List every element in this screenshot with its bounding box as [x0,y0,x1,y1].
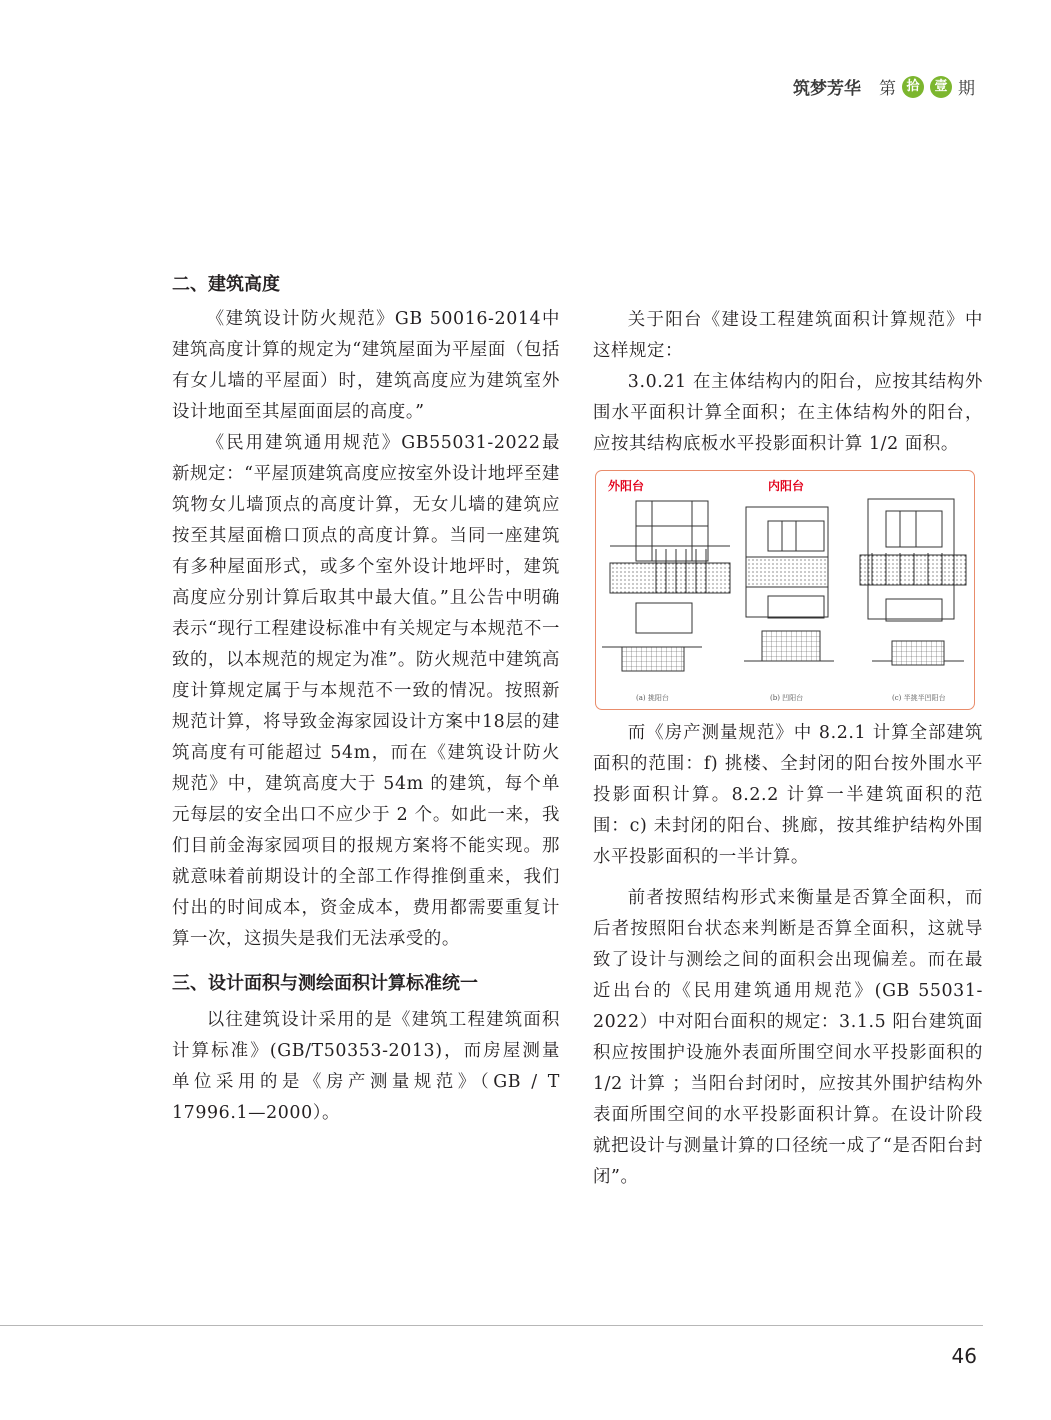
figure-label-inner-balcony: 内阳台 [768,479,805,493]
balcony-a-sketch [602,501,730,671]
paragraph: 《建筑设计防火规范》GB 50016-2014中建筑高度计算的规定为“建筑屋面为平屋面（包括有女儿墙的平屋面）时，建筑高度应为建筑室外设计地面至其屋面面层的高度。” [172,309,560,422]
section-heading-area-standard: 三、设计面积与测绘面积计算标准统一 [172,973,478,994]
paragraph: 前者按照结构形式来衡量是否算全面积，而后者按照阳台状态来判断是否算全面积，这就导致了设计与测绘之间的面积会出现偏差。而在最近出台的《民用建筑通用规范》(GB 55031-2022）中对阳台面积的规定：3.1.5 阳台建筑面积应按围护设施外表面所围空间水平投影面积的 1/2 计算 ；当阳台封闭时，应按其外围护结构外表面所围空间的水平投影面积计算。在设计阶段就把设计与测量计算的口径统一成了“是否阳台封闭”。 [593,888,983,1187]
paragraph: 关于阳台《建设工程建筑面积计算规范》中这样规定： [593,310,983,361]
figure-caption-a: (a) 挑阳台 [636,694,669,702]
right-column [593,305,983,1193]
paragraph: 《民用建筑通用规范》GB55031-2022最新规定：“平屋顶建筑高度应按室外设计地坪至建筑物女儿墙顶点的高度计算，无女儿墙的建筑应按至其屋面檐口顶点的高度计算。当同一座建筑有多种屋面形式，或多个室外设计地坪时，建筑高度应分别计算后取其中最大值。”且公告中明确表示“现行工程建设标准中有关规定与本规范不一致的，以本规范的规定为准”。防火规范中建筑高度计算规定属于与本规范不一致的情况。按照新规范计算，将导致金海家园设计方案中18层的建筑高度有可能超过 54m，而在《建筑设计防火规范》中，建筑高度大于 54m 的建筑，每个单元每层的安全出口不应少于 2 个。如此一来，我们目前金海家园项目的报规方案将不能实现。那就意味着前期设计的全部工作得推倒重来，我们付出的时间成本，资金成本，费用都需要重复计算一次，这损失是我们无法承受的。 [172,433,560,949]
page-number: 46 [951,1344,977,1368]
issue-number-circle-1: 拾 [902,76,924,98]
balcony-b-sketch [744,507,834,661]
magazine-title: 筑梦芳华 [793,79,861,99]
section-heading-building-height: 二、建筑高度 [172,274,280,295]
figure-label-outer-balcony: 外阳台 [608,479,645,493]
footer-divider [0,1325,983,1326]
paragraph: 而《房产测量规范》中 8.2.1 计算全部建筑面积的范围：f) 挑楼、全封闭的阳台按外围水平投影面积计算。8.2.2 计算一半建筑面积的范围：c) 未封闭的阳台、挑廊，按其维护结构外围水平投影面积的一半计算。 [593,723,983,867]
paragraph: 以往建筑设计采用的是《建筑工程建筑面积计算标准》(GB/T50353-2013)，而房屋测量单位采用的是《房产测量规范》（GB / T 17996.1—2000）。 [172,1010,560,1123]
left-column [172,270,560,1129]
issue-prefix: 第 [879,79,896,99]
figure-caption-b: (b) 凹阳台 [770,694,804,702]
page-header [793,74,975,99]
balcony-illustration [596,471,974,709]
issue-number-circle-2: 壹 [930,76,952,98]
balcony-c-sketch [860,499,966,665]
balcony-figure [595,470,975,710]
paragraph: 3.0.21 在主体结构内的阳台，应按其结构外围水平面积计算全面积；在主体结构外的阳台，应按其结构底板水平投影面积计算 1/2 面积。 [593,372,983,454]
issue-suffix: 期 [958,79,975,99]
figure-caption-c: (c) 半挑半凹阳台 [892,694,946,702]
